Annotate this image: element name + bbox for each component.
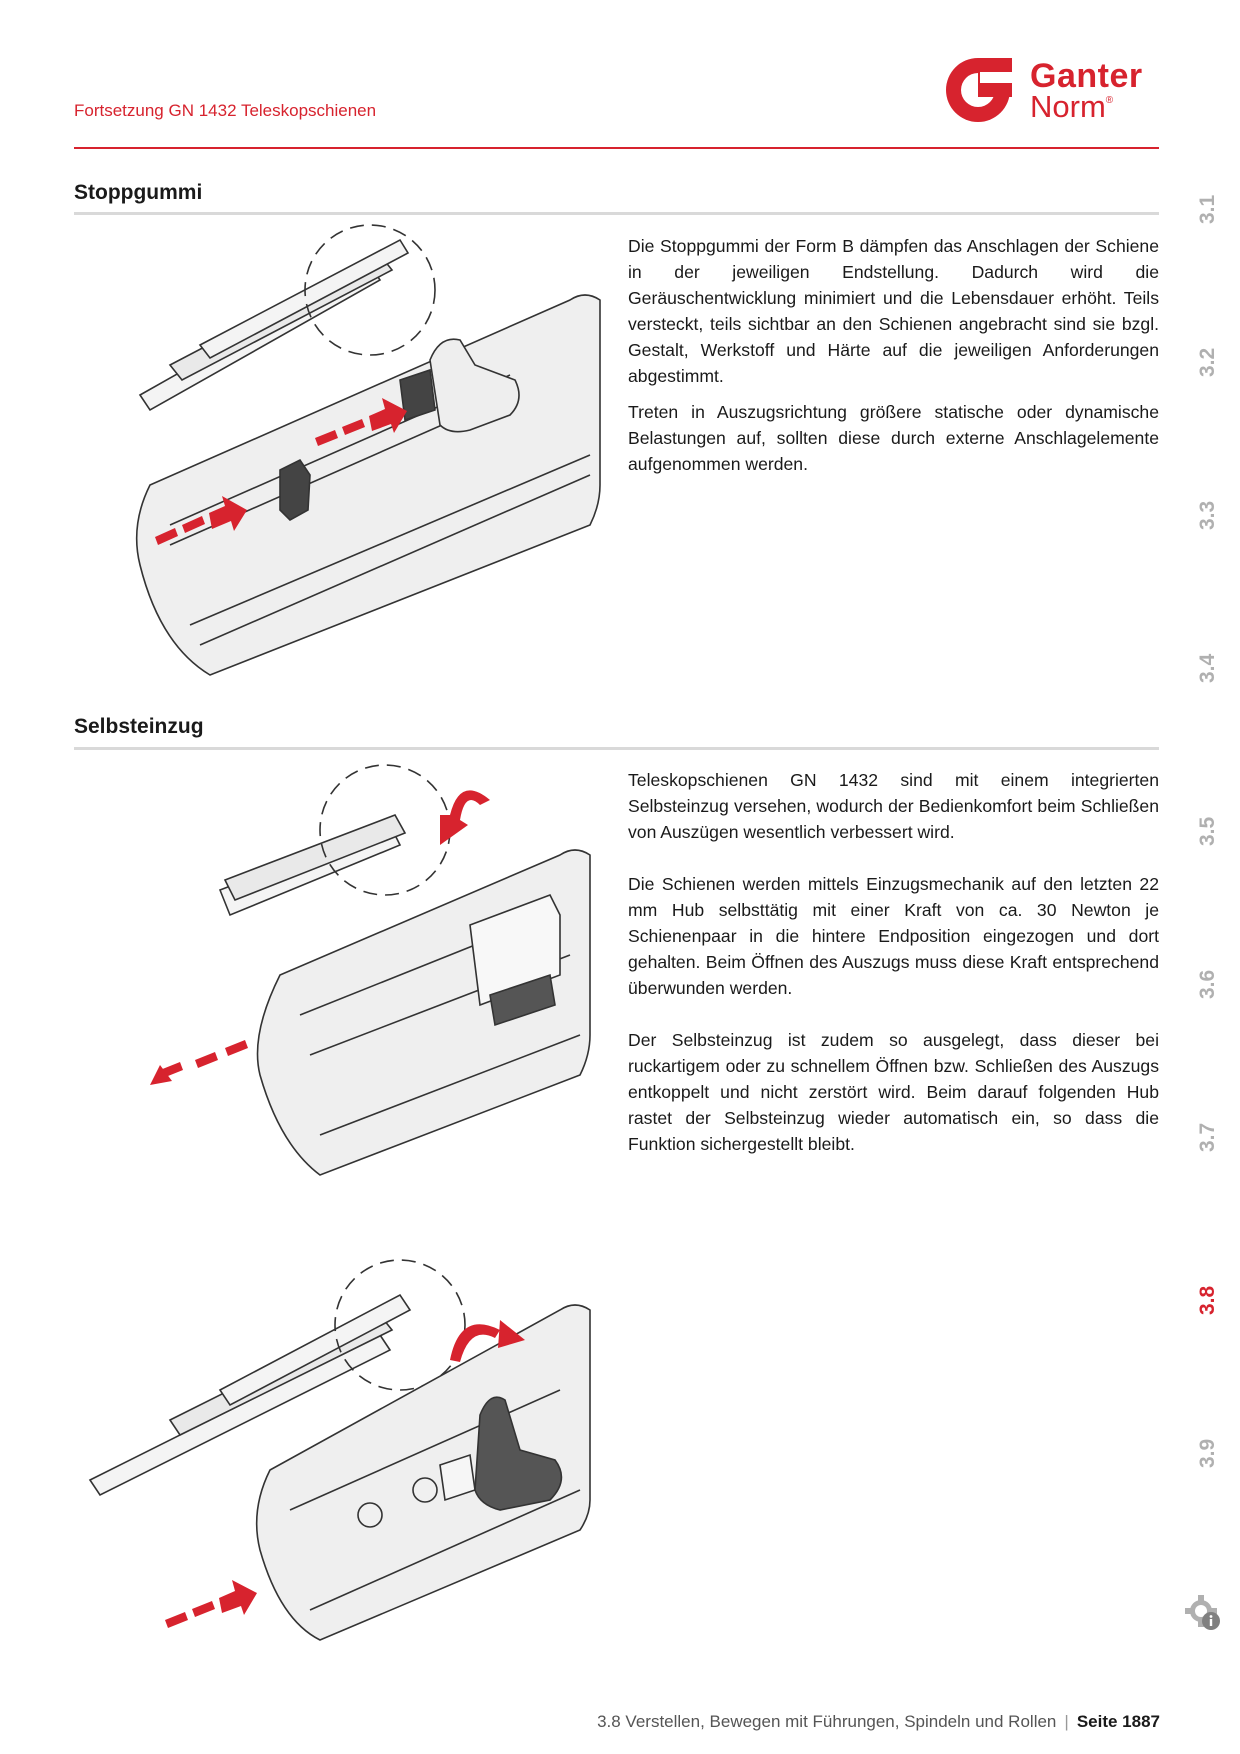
section-rule-1 [74,212,1159,215]
section-text-selbsteinzug [628,767,1159,1167]
side-nav-3-6[interactable]: 3.6 [1196,969,1219,999]
paragraph: Die Stoppgummi der Form B dämpfen das Anschlagen der Schiene in der jeweiligen Endstellung. Dadurch wird die Geräuschentwicklung minimiert und die Lebensdauer erhöht. Teils versteckt, teils sichtbar an den Schienen angebracht sind sie bzgl. Gestalt, Werkstoff und Härte auf die jeweiligen Anforderungen abgestimmt. [628,236,1159,386]
section-title-selbsteinzug: Selbsteinzug [74,715,204,738]
footer [420,1712,1160,1732]
logo-text-norm: Norm® [1030,89,1114,124]
selbsteinzug-illustration-1 [150,775,600,1185]
paragraph: Teleskopschienen GN 1432 sind mit einem integrierten Selbsteinzug versehen, wodurch der Bedienkomfort beim Schließen von Auszügen wesentlich verbessert wird. [628,770,1159,842]
gear-info-icon[interactable] [1184,1594,1222,1632]
side-nav-3-8[interactable]: 3.8 [1196,1285,1219,1315]
side-nav-3-2[interactable]: 3.2 [1196,347,1219,377]
side-nav-3-3[interactable]: 3.3 [1196,500,1219,530]
selbsteinzug-illustration-2 [80,1250,600,1650]
side-nav-3-1[interactable]: 3.1 [1196,194,1219,224]
section-rule-2 [74,747,1159,750]
logo-g-icon [940,55,1020,125]
footer-chapter: 3.8 Verstellen, Bewegen mit Führungen, Spindeln und Rollen [597,1712,1057,1731]
section-text-stoppgummi [628,233,1159,487]
logo-text-ganter: Ganter [1030,57,1143,95]
side-nav-3-4[interactable]: 3.4 [1196,653,1219,683]
section-title-stoppgummi: Stoppgummi [74,181,203,204]
side-nav-3-9[interactable]: 3.9 [1196,1438,1219,1468]
header-title: Fortsetzung GN 1432 Teleskopschienen [74,101,377,120]
side-nav-3-7[interactable]: 3.7 [1196,1122,1219,1152]
side-nav-3-5[interactable]: 3.5 [1196,816,1219,846]
header-rule [74,147,1159,149]
footer-separator: | [1064,1712,1069,1731]
paragraph: Treten in Auszugsrichtung größere statische oder dynamische Belastungen auf, sollten diese durch externe Anschlagelemente aufgenommen werden. [628,402,1159,474]
footer-page-number: Seite 1887 [1076,1712,1160,1731]
stoppgummi-illustration [130,225,610,685]
ganter-norm-logo [940,55,1166,125]
paragraph: Der Selbsteinzug ist zudem so ausgelegt, dass dieser bei ruckartigem oder zu schnellem Öffnen bzw. Schließen des Auszugs entkoppelt und nicht zerstört wird. Beim darauf folgenden Hub rastet der Selbsteinzug wieder automatisch ein, so dass die Funktion sichergestellt bleibt. [628,1030,1159,1154]
paragraph: Die Schienen werden mittels Einzugsmechanik auf den letzten 22 mm Hub selbsttätig mit einer Kraft von ca. 30 Newton je Schienenpaar in die hintere Endposition eingezogen und dort gehalten. Beim Öffnen des Auszugs muss diese Kraft entsprechend überwunden werden. [628,874,1159,998]
